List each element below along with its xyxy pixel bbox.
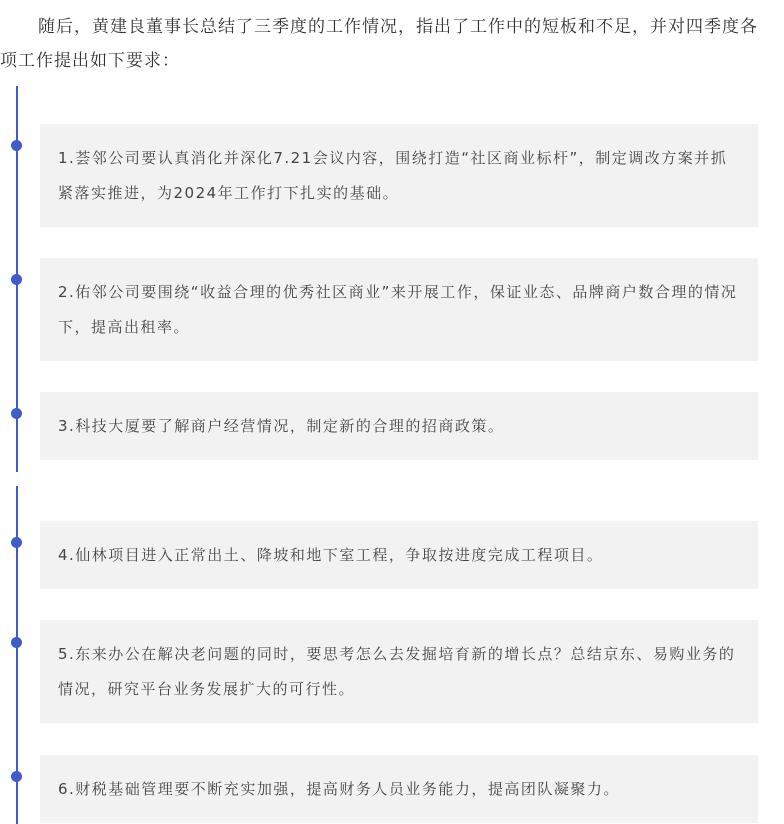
list-item-text: 2.佑邻公司要围绕“收益合理的优秀社区商业”来开展工作，保证业态、品牌商户数合理的情况下，提高出租率。 xyxy=(58,282,738,336)
list-item-text: 1.荟邻公司要认真消化并深化7.21会议内容，围绕打造“社区商业标杆”，制定调改方案并抓紧落实推进，为2024年工作打下扎实的基础。 xyxy=(58,148,728,202)
list-item xyxy=(40,392,758,460)
timeline-dot xyxy=(11,274,22,285)
list-item xyxy=(40,755,758,823)
timeline-dot xyxy=(11,637,22,648)
timeline-dot xyxy=(11,140,22,151)
timeline-dot xyxy=(11,408,22,419)
timeline-dot xyxy=(11,771,22,782)
intro-paragraph: 随后，黄建良董事长总结了三季度的工作情况，指出了工作中的短板和不足，并对四季度各项工作提出如下要求： xyxy=(0,17,758,71)
list-item-text: 6.财税基础管理要不断充实加强，提高财务人员业务能力，提高团队凝聚力。 xyxy=(58,779,620,798)
list-item-text: 4.仙林项目进入正常出土、降坡和地下室工程，争取按进度完成工程项目。 xyxy=(58,545,604,564)
list-item xyxy=(40,258,758,361)
list-item-text: 5.东来办公在解决老问题的同时，要思考怎么去发掘培育新的增长点？总结京东、易购业务的情况，研究平台业务发展扩大的可行性。 xyxy=(58,644,736,698)
timeline-dot xyxy=(11,537,22,548)
list-item-text: 3.科技大厦要了解商户经营情况，制定新的合理的招商政策。 xyxy=(58,416,505,435)
list-item xyxy=(40,620,758,723)
list-item xyxy=(40,521,758,589)
list-item xyxy=(40,124,758,227)
